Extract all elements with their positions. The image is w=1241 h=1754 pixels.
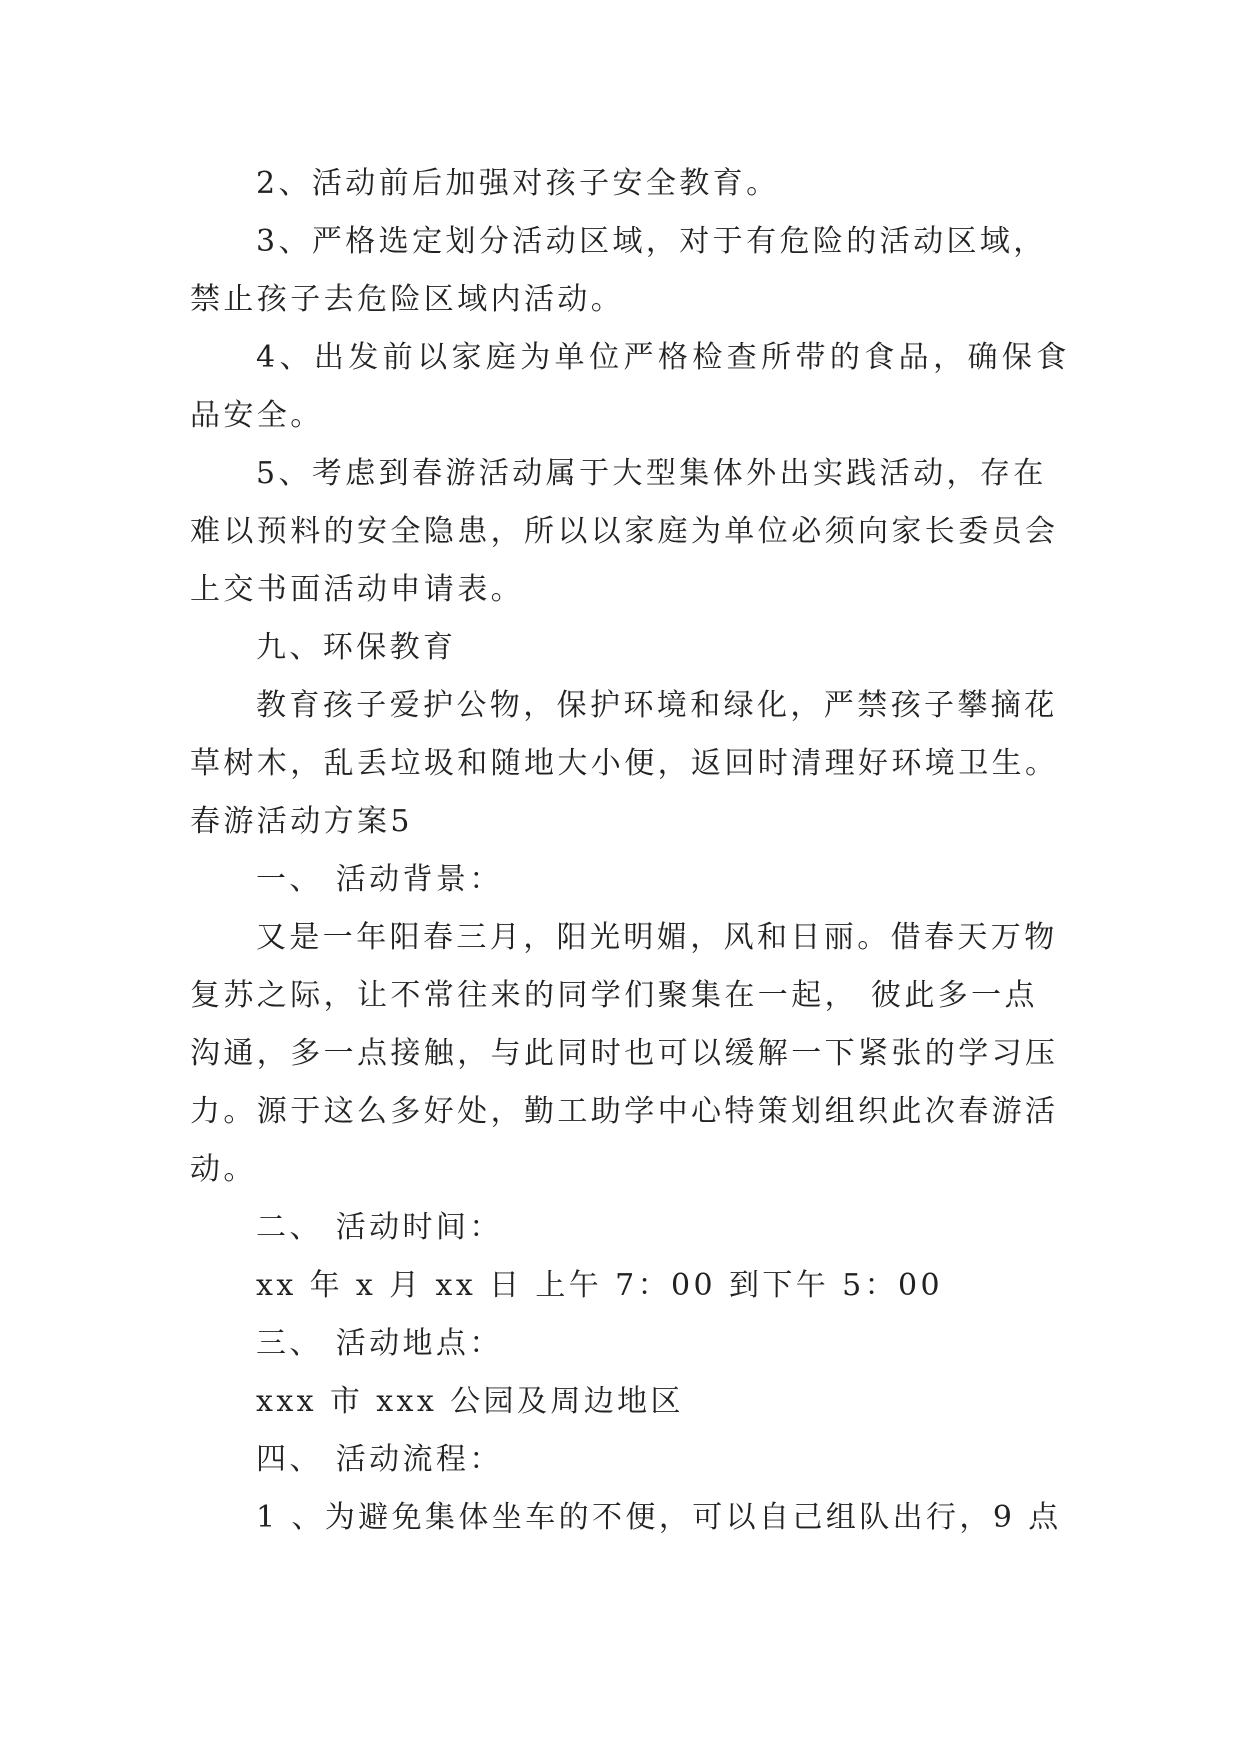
activity-location-value: xxx 市 xxx 公园及周边地区 [256,1384,684,1419]
safety-item-4-line-1: 4、出发前以家庭为单位严格检查所带的食品，确保食 [256,340,1071,375]
section-heading-process: 四、 活动流程： [256,1442,503,1477]
safety-item-3-line-1: 3、严格选定划分活动区域，对于有危险的活动区域， [256,224,1047,259]
safety-item-2: 2、活动前后加强对孩子安全教育。 [256,166,780,201]
process-item-1: 1 、为避免集体坐车的不便，可以自己组队出行，9 点 [256,1500,1062,1535]
safety-item-5-line-1: 5、考虑到春游活动属于大型集体外出实践活动，存在 [256,456,1047,491]
safety-item-5-line-3: 上交书面活动申请表。 [190,572,524,607]
eco-education-line-1: 教育孩子爱护公物，保护环境和绿化，严禁孩子攀摘花 [256,688,1058,723]
eco-education-line-2: 草树木，乱丢垃圾和随地大小便，返回时清理好环境卫生。 [190,746,1059,781]
plan-5-title: 春游活动方案5 [190,804,413,839]
section-heading-eco-education: 九、环保教育 [256,630,457,665]
background-line-2: 复苏之际，让不常往来的同学们聚集在一起， 彼此多一点 [190,978,1038,1013]
activity-time-value: xx 年 x 月 xx 日 上午 7：00 到下午 5：00 [256,1268,943,1303]
background-line-1: 又是一年阳春三月，阳光明媚，风和日丽。借春天万物 [256,920,1058,955]
background-line-5: 动。 [190,1152,257,1187]
safety-item-4-line-2: 品安全。 [190,398,324,433]
section-heading-background: 一、 活动背景： [256,862,503,897]
background-line-4: 力。源于这么多好处，勤工助学中心特策划组织此次春游活 [190,1094,1059,1129]
background-line-3: 沟通，多一点接触，与此同时也可以缓解一下紧张的学习压 [190,1036,1059,1071]
section-heading-location: 三、 活动地点： [256,1326,503,1361]
section-heading-time: 二、 活动时间： [256,1210,503,1245]
document-body [190,155,1071,1547]
safety-item-5-line-2: 难以预料的安全隐患，所以以家庭为单位必须向家长委员会 [190,514,1059,549]
safety-item-3-line-2: 禁止孩子去危险区域内活动。 [190,282,625,317]
